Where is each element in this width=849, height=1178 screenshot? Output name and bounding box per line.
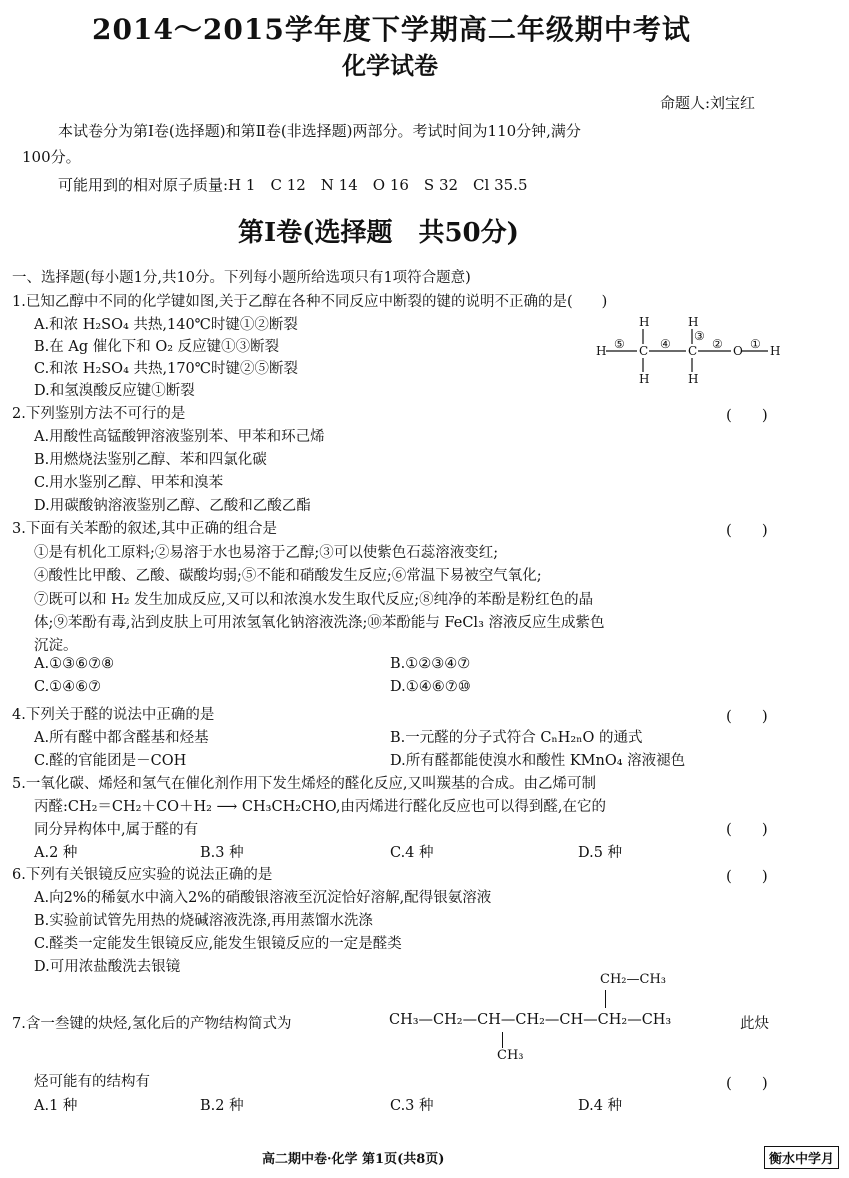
q2-option-c: C.用水鉴别乙醇、甲苯和溴苯	[34, 475, 224, 491]
q1-option-d: D.和氢溴酸反应键①断裂	[34, 383, 195, 399]
q3-option-b: B.①②③④⑦	[390, 656, 471, 672]
q5-option-c: C.4 种	[390, 845, 434, 861]
atom-h-right: H	[770, 344, 781, 358]
q2-option-b: B.用燃烧法鉴别乙醇、苯和四氯化碳	[34, 452, 267, 468]
q3-answer-paren: ( )	[726, 521, 768, 539]
q7-option-a: A.1 种	[34, 1098, 78, 1114]
atom-h-left: H	[596, 344, 607, 358]
q2-stem: 2.下列鉴别方法不可行的是	[12, 406, 186, 422]
q4-option-a: A.所有醛中都含醛基和烃基	[34, 730, 209, 746]
q6-option-d: D.可用浓盐酸洗去银镜	[34, 959, 181, 975]
q6-option-a: A.向2%的稀氨水中滴入2%的硝酸银溶液至沉淀恰好溶解,配得银氨溶液	[34, 890, 492, 906]
atom-o: O	[733, 344, 743, 358]
q2-option-a: A.用酸性高锰酸钾溶液鉴别苯、甲苯和环己烯	[34, 429, 325, 445]
atom-h-top-1: H	[639, 315, 650, 329]
q3-option-d: D.①④⑥⑦⑩	[390, 679, 471, 695]
q6-answer-paren: ( )	[726, 867, 768, 885]
q3-line-5: 沉淀。	[34, 638, 78, 654]
q3-option-a: A.①③⑥⑦⑧	[34, 656, 115, 672]
ethanol-bond-diagram	[590, 312, 790, 388]
exam-subtitle: 化学试卷	[342, 51, 438, 80]
q1-stem: 1.已知乙醇中不同的化学键如图,关于乙醇在各种不同反应中断裂的键的说明不正确的是( )	[12, 294, 608, 310]
exam-title: 2014～2015学年度下学期高二年级期中考试	[92, 13, 691, 46]
q7-line-2: 烃可能有的结构有	[34, 1074, 150, 1090]
q7-branch-top: CH₂—CH₃	[600, 972, 666, 987]
atom-c2: C	[688, 344, 698, 358]
q1-option-b: B.在 Ag 催化下和 O₂ 反应键①③断裂	[34, 339, 280, 355]
school-stamp: 衡水中学月	[764, 1146, 839, 1169]
q7-formula: CH₃—CH₂—CH—CH₂—CH—CH₂—CH₃	[389, 1012, 672, 1028]
atomic-masses: 可能用到的相对原子质量:H 1 C 12 N 14 O 16 S 32 Cl 35.5	[58, 176, 528, 194]
q4-answer-paren: ( )	[726, 707, 768, 725]
q3-stem: 3.下面有关苯酚的叙述,其中正确的组合是	[12, 521, 277, 537]
section-title: 第Ⅰ卷(选择题 共50分)	[238, 218, 519, 248]
q6-stem: 6.下列有关银镜反应实验的说法正确的是	[12, 867, 273, 883]
q7-stem: 7.含一叁键的炔烃,氢化后的产物结构简式为	[12, 1016, 292, 1032]
q7-stem-tail: 此炔	[740, 1016, 769, 1032]
bond-label-4: ④	[660, 337, 671, 351]
q4-option-d: D.所有醛都能使溴水和酸性 KMnO₄ 溶液褪色	[390, 753, 686, 769]
author-line: 命题人:刘宝红	[660, 94, 756, 112]
q7-branch-top-bond	[605, 990, 606, 1008]
q1-option-a: A.和浓 H₂SO₄ 共热,140℃时键①②断裂	[34, 317, 298, 333]
q4-option-c: C.醛的官能团是－COH	[34, 753, 187, 769]
atom-c1: C	[639, 344, 649, 358]
q5-answer-paren: ( )	[726, 820, 768, 838]
bond-label-3: ③	[694, 329, 705, 343]
part-heading: 一、选择题(每小题1分,共10分。下列每小题所给选项只有1项符合题意)	[12, 270, 471, 286]
q5-line-3: 同分异构体中,属于醛的有	[34, 822, 199, 838]
q4-option-b: B.一元醛的分子式符合 CₙH₂ₙO 的通式	[390, 730, 643, 746]
q7-option-c: C.3 种	[390, 1098, 434, 1114]
q1-option-c: C.和浓 H₂SO₄ 共热,170℃时键②⑤断裂	[34, 361, 299, 377]
q5-option-d: D.5 种	[578, 845, 623, 861]
bond-label-5: ⑤	[614, 337, 625, 351]
q6-option-c: C.醛类一定能发生银镜反应,能发生银镜反应的一定是醛类	[34, 936, 402, 952]
q3-option-c: C.①④⑥⑦	[34, 679, 102, 695]
q7-option-b: B.2 种	[200, 1098, 244, 1114]
q3-line-4: 体;⑨苯酚有毒,沾到皮肤上可用浓氢氧化钠溶液洗涤;⑩苯酚能与 FeCl₃ 溶液反应生成紫色	[34, 615, 605, 631]
atom-h-bottom-1: H	[639, 372, 650, 386]
q6-option-b: B.实验前试管先用热的烧碱溶液洗涤,再用蒸馏水洗涤	[34, 913, 373, 929]
intro-line-2: 100分。	[22, 148, 81, 166]
q5-line-2: 丙醛:CH₂＝CH₂＋CO＋H₂ ⟶ CH₃CH₂CHO,由丙烯进行醛化反应也可以得到醛,在它的	[34, 799, 607, 815]
q7-answer-paren: ( )	[726, 1074, 768, 1092]
q3-line-3: ⑦既可以和 H₂ 发生加成反应,又可以和浓溴水发生取代反应;⑧纯净的苯酚是粉红色的晶	[34, 592, 594, 608]
bond-label-1: ①	[750, 337, 761, 351]
q5-option-b: B.3 种	[200, 845, 244, 861]
intro-line-1: 本试卷分为第Ⅰ卷(选择题)和第Ⅱ卷(非选择题)两部分。考试时间为110分钟,满分	[58, 122, 581, 140]
q5-line-1: 5.一氧化碳、烯烃和氢气在催化剂作用下发生烯烃的醛化反应,又叫羰基的合成。由乙烯可制	[12, 776, 596, 792]
q7-branch-bottom-bond	[502, 1032, 503, 1048]
q2-answer-paren: ( )	[726, 406, 768, 424]
q3-line-1: ①是有机化工原料;②易溶于水也易溶于乙醇;③可以使紫色石蕊溶液变红;	[34, 545, 499, 561]
q3-line-2: ④酸性比甲酸、乙酸、碳酸均弱;⑤不能和硝酸发生反应;⑥常温下易被空气氧化;	[34, 568, 542, 584]
q7-branch-bottom: CH₃	[497, 1048, 524, 1063]
q4-stem: 4.下列关于醛的说法中正确的是	[12, 707, 215, 723]
q5-option-a: A.2 种	[34, 845, 78, 861]
atom-h-bottom-2: H	[688, 372, 699, 386]
atom-h-top-2: H	[688, 315, 699, 329]
bond-label-2: ②	[712, 337, 723, 351]
q7-option-d: D.4 种	[578, 1098, 623, 1114]
page-footer: 高二期中卷·化学 第1页(共8页)	[262, 1152, 445, 1167]
q2-option-d: D.用碳酸钠溶液鉴别乙醇、乙酸和乙酸乙酯	[34, 498, 311, 514]
